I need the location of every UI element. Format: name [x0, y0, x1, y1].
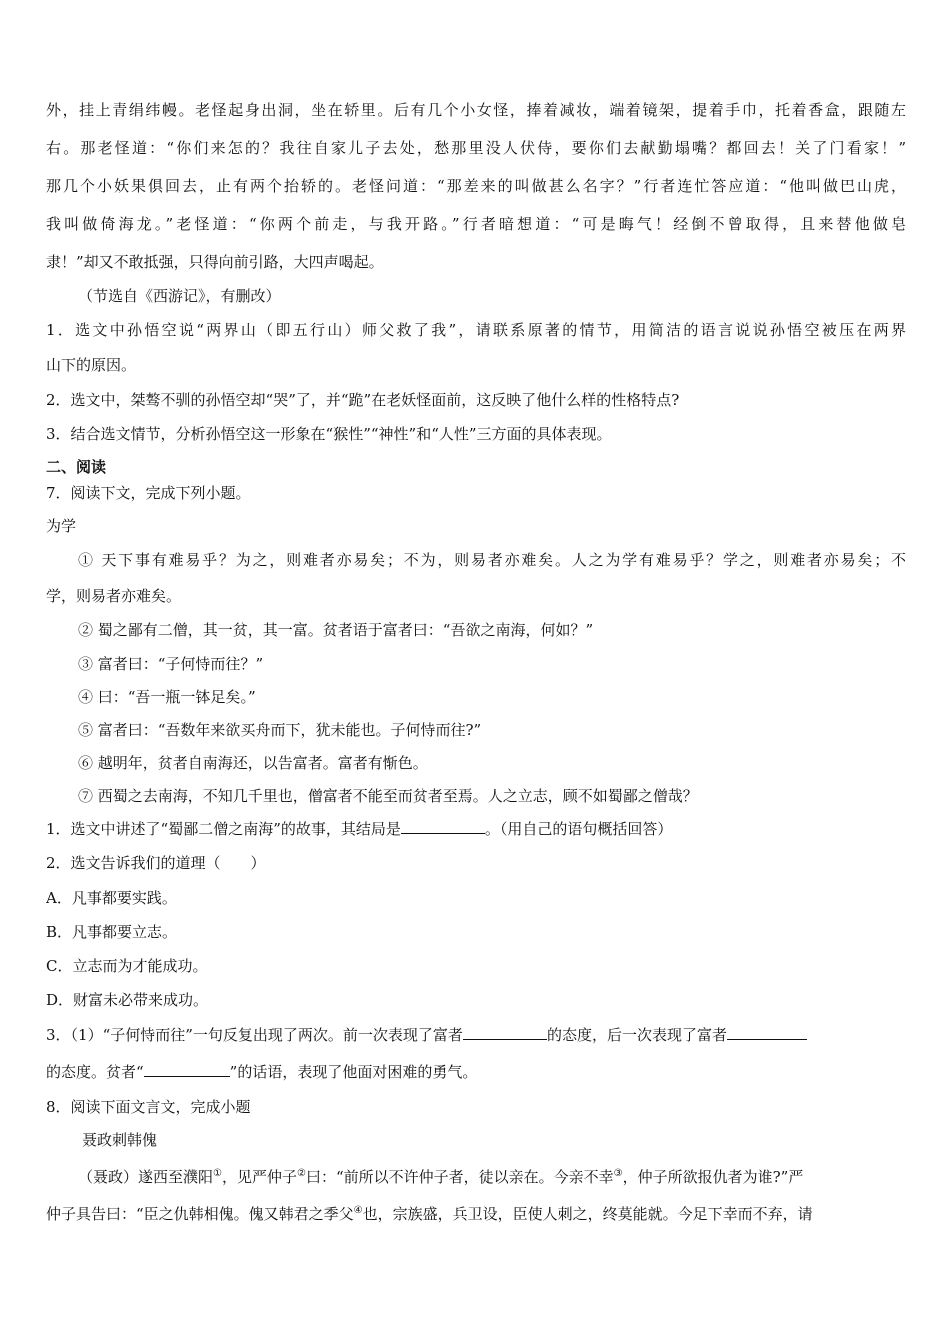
answer-blank[interactable] [144, 1062, 230, 1077]
question-text: ”的话语，表现了他面对困难的勇气。 [229, 1063, 478, 1081]
passage-paragraph-3: ③ 富者曰：“子何恃而往？” [78, 655, 264, 673]
passage-paragraph-6: ⑥ 越明年，贫者自南海还，以告富者。富者有惭色。 [78, 754, 428, 772]
question-text: 的态度，后一次表现了富者 [546, 1026, 727, 1044]
passage-2-line-1 [78, 1164, 906, 1187]
story-line: 外，挂上青绢纬幔。老怪起身出洞，坐在轿里。后有几个小女怪，捧着减妆，端着镜架，提着手巾，托着香盒，跟随左 [46, 101, 906, 119]
question-1: 1．选文中孙悟空说“两界山（即五行山）师父救了我”，请联系原著的情节，用简洁的语言说说孙悟空被压在两界 [46, 321, 906, 339]
passage-text: （聂政）遂西至濮阳 [78, 1168, 214, 1186]
answer-blank[interactable] [727, 1025, 807, 1040]
passage-text: ，见严仲子 [221, 1168, 297, 1186]
answer-blank[interactable] [401, 819, 485, 834]
passage-title-2: 聂政刺韩傀 [82, 1131, 158, 1149]
question-8-intro: 8．阅读下面文言文，完成小题 [46, 1098, 251, 1116]
story-line: 右。那老怪道：“你们来怎的？我往自家儿子去处，愁那里没人伏侍，要你们去献勤塌嘴？都回去！关了门看家！” [46, 139, 906, 157]
story-line: 那几个小妖果俱回去，止有两个抬轿的。老怪问道：“那差来的叫做甚么名字？”行者连忙答应道：“他叫做巴山虎， [46, 177, 906, 195]
passage-text: ，仲子所欲报仇者为谁?”严 [622, 1168, 804, 1186]
passage-paragraph-1-cont: 学，则易者亦难矣。 [46, 587, 182, 605]
option-c: C．立志而为才能成功。 [46, 957, 208, 975]
passage-paragraph-5: ⑤ 富者曰：“吾数年来欲买舟而下，犹未能也。子何恃而往?” [78, 721, 482, 739]
question-7-intro: 7．阅读下文，完成下列小题。 [46, 484, 251, 502]
question-2: 2．选文中，桀骜不驯的孙悟空却“哭”了，并“跪”在老妖怪面前，这反映了他什么样的性格特点? [46, 391, 680, 409]
passage-text: 也，宗族盛，兵卫设，臣使人刺之，终莫能就。今足下幸而不弃，请 [362, 1205, 813, 1223]
story-source: （节选自《西游记》，有删改） [78, 287, 281, 305]
section-heading: 二、阅读 [46, 458, 107, 476]
question-7-3 [46, 1025, 906, 1045]
question-text: 1．选文中讲述了“蜀鄙二僧之南海”的故事，其结局是 [46, 820, 401, 838]
question-7-1 [46, 819, 906, 839]
story-line: 隶！”却又不敢抵强，只得向前引路，大四声喝起。 [46, 253, 384, 271]
passage-2-line-2 [46, 1201, 906, 1224]
answer-blank[interactable] [463, 1025, 547, 1040]
footnote-marker: ① [213, 1168, 222, 1179]
option-a: A．凡事都要实践。 [46, 889, 177, 907]
question-7-2: 2．选文告诉我们的道理（ ） [46, 854, 266, 872]
footnote-marker: ④ [353, 1205, 363, 1216]
footnote-marker: ② [297, 1168, 306, 1179]
question-text: 的态度。贫者“ [46, 1063, 144, 1081]
passage-paragraph-2: ② 蜀之鄙有二僧，其一贫，其一富。贫者语于富者曰：“吾欲之南海，何如？” [78, 621, 594, 639]
option-d: D．财富未必带来成功。 [46, 991, 209, 1009]
option-b: B．凡事都要立志。 [46, 923, 178, 941]
passage-paragraph-4: ④ 曰：“吾一瓶一钵足矣。” [78, 688, 256, 706]
question-text: 。（用自己的语句概括回答） [484, 820, 673, 838]
question-text: 3．（1）“子何恃而往”一句反复出现了两次。前一次表现了富者 [46, 1026, 463, 1044]
story-line: 我叫做倚海龙。”老怪道：“你两个前走，与我开路。”行者暗想道：“可是晦气！经倒不曾取得，且来替他做皂 [46, 215, 906, 233]
question-7-3-cont [46, 1062, 906, 1082]
passage-text: 仲子具告曰：“臣之仇韩相傀。傀又韩君之季父 [46, 1205, 354, 1223]
question-1-cont: 山下的原因。 [46, 356, 137, 374]
passage-title: 为学 [46, 517, 77, 535]
question-3: 3．结合选文情节，分析孙悟空这一形象在“猴性”“神性”和“人性”三方面的具体表现。 [46, 425, 612, 443]
passage-paragraph-7: ⑦ 西蜀之去南海，不知几千里也，僧富者不能至而贫者至焉。人之立志，顾不如蜀鄙之僧哉？ [78, 787, 698, 805]
footnote-marker: ③ [613, 1168, 623, 1179]
passage-text: 曰：“前所以不许仲子者，徒以亲在。今亲不幸 [305, 1168, 614, 1186]
passage-paragraph-1: ① 天下事有难易乎？为之，则难者亦易矣；不为，则易者亦难矣。人之为学有难易乎？学之，则难者亦易矣；不 [78, 551, 906, 569]
